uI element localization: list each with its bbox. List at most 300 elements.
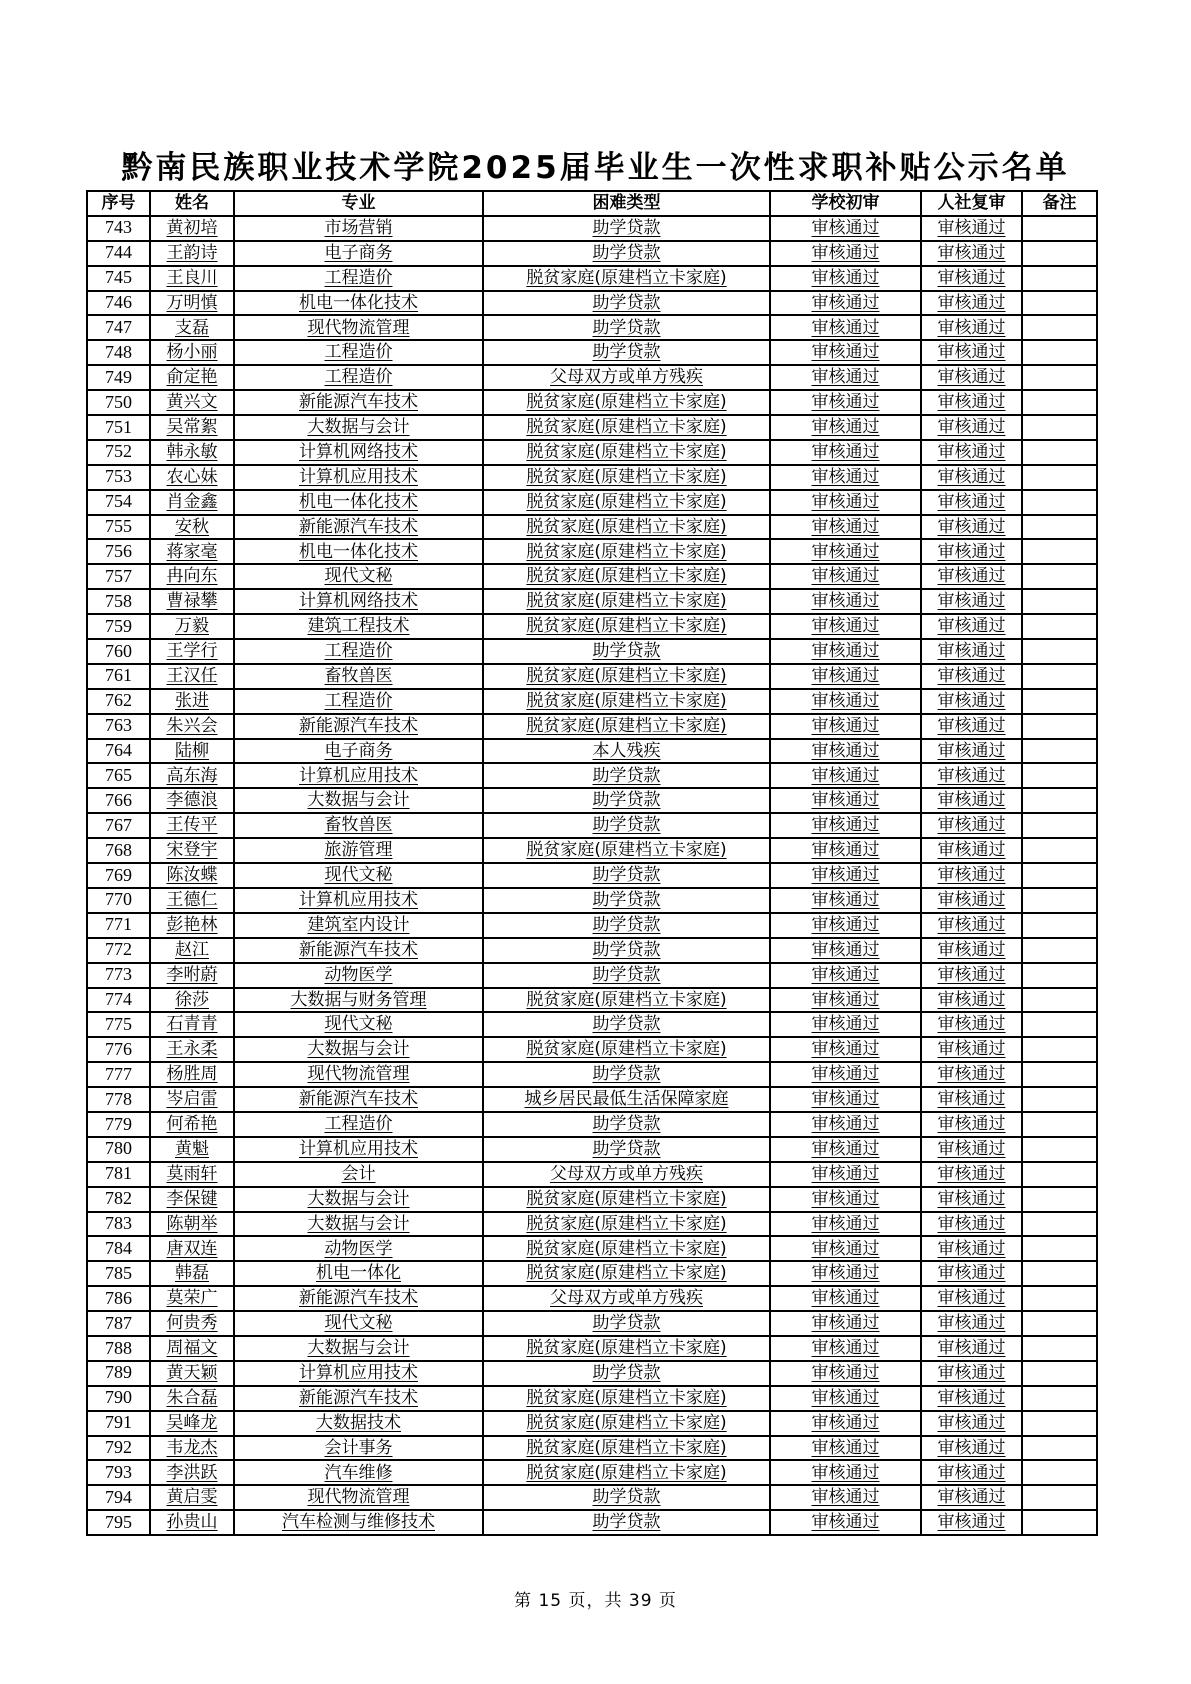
- cell-remark: [1022, 714, 1097, 739]
- cell-name: 万明慎: [150, 291, 234, 316]
- cell-remark: [1022, 1087, 1097, 1112]
- cell-major: 工程造价: [234, 639, 483, 664]
- cell-hr-review: 审核通过: [921, 988, 1022, 1013]
- cell-name: 莫荣广: [150, 1286, 234, 1311]
- cell-index: 764: [87, 739, 150, 764]
- cell-major: 新能源汽车技术: [234, 1286, 483, 1311]
- cell-hr-review: 审核通过: [921, 490, 1022, 515]
- table-row: [87, 1236, 1097, 1261]
- cell-hr-review: 审核通过: [921, 415, 1022, 440]
- cell-major: 机电一体化技术: [234, 539, 483, 564]
- cell-hr-review: 审核通过: [921, 1261, 1022, 1286]
- cell-name: 陆柳: [150, 739, 234, 764]
- table-row: [87, 241, 1097, 266]
- cell-school-review: 审核通过: [770, 1062, 921, 1087]
- cell-index: 786: [87, 1286, 150, 1311]
- cell-major: 汽车检测与维修技术: [234, 1510, 483, 1535]
- cell-difficulty-type: 助学贷款: [483, 216, 770, 241]
- cell-name: 安秋: [150, 515, 234, 540]
- cell-name: 冉向东: [150, 564, 234, 589]
- cell-index: 766: [87, 788, 150, 813]
- cell-name: 王韵诗: [150, 241, 234, 266]
- cell-name: 李咐蔚: [150, 963, 234, 988]
- cell-index: 776: [87, 1037, 150, 1062]
- cell-hr-review: 审核通过: [921, 241, 1022, 266]
- cell-hr-review: 审核通过: [921, 1510, 1022, 1535]
- cell-name: 支磊: [150, 315, 234, 340]
- cell-hr-review: 审核通过: [921, 639, 1022, 664]
- cell-index: 748: [87, 340, 150, 365]
- cell-difficulty-type: 本人残疾: [483, 739, 770, 764]
- table-row: [87, 315, 1097, 340]
- cell-hr-review: 审核通过: [921, 266, 1022, 291]
- cell-index: 759: [87, 614, 150, 639]
- table-row: [87, 988, 1097, 1013]
- cell-remark: [1022, 564, 1097, 589]
- cell-name: 李德浪: [150, 788, 234, 813]
- table-row: [87, 1162, 1097, 1187]
- cell-index: 767: [87, 813, 150, 838]
- cell-school-review: 审核通过: [770, 1510, 921, 1535]
- cell-major: 工程造价: [234, 689, 483, 714]
- header-school-review: 学校初审: [770, 191, 921, 216]
- cell-hr-review: 审核通过: [921, 1212, 1022, 1237]
- cell-name: 黄天颖: [150, 1361, 234, 1386]
- table-row: [87, 291, 1097, 316]
- cell-school-review: 审核通过: [770, 813, 921, 838]
- cell-name: 杨小丽: [150, 340, 234, 365]
- cell-major: 工程造价: [234, 340, 483, 365]
- cell-school-review: 审核通过: [770, 1112, 921, 1137]
- cell-major: 电子商务: [234, 739, 483, 764]
- cell-major: 计算机网络技术: [234, 589, 483, 614]
- cell-name: 彭艳林: [150, 913, 234, 938]
- table-row: [87, 689, 1097, 714]
- cell-major: 畜牧兽医: [234, 813, 483, 838]
- cell-difficulty-type: 脱贫家庭(原建档立卡家庭): [483, 1236, 770, 1261]
- cell-difficulty-type: 助学贷款: [483, 788, 770, 813]
- header-hr-review: 人社复审: [921, 191, 1022, 216]
- cell-school-review: 审核通过: [770, 1386, 921, 1411]
- cell-major: 机电一体化技术: [234, 291, 483, 316]
- cell-name: 何希艳: [150, 1112, 234, 1137]
- cell-major: 动物医学: [234, 1236, 483, 1261]
- cell-remark: [1022, 1361, 1097, 1386]
- cell-major: 汽车维修: [234, 1460, 483, 1485]
- cell-school-review: 审核通过: [770, 1261, 921, 1286]
- cell-difficulty-type: 助学贷款: [483, 315, 770, 340]
- cell-school-review: 审核通过: [770, 664, 921, 689]
- cell-major: 计算机应用技术: [234, 1137, 483, 1162]
- cell-school-review: 审核通过: [770, 1436, 921, 1461]
- cell-school-review: 审核通过: [770, 938, 921, 963]
- cell-school-review: 审核通过: [770, 315, 921, 340]
- cell-school-review: 审核通过: [770, 266, 921, 291]
- cell-hr-review: 审核通过: [921, 1012, 1022, 1037]
- cell-name: 吴峰龙: [150, 1411, 234, 1436]
- table-body: [87, 216, 1097, 1535]
- cell-school-review: 审核通过: [770, 390, 921, 415]
- cell-remark: [1022, 1386, 1097, 1411]
- cell-index: 771: [87, 913, 150, 938]
- cell-hr-review: 审核通过: [921, 614, 1022, 639]
- cell-school-review: 审核通过: [770, 216, 921, 241]
- table-row: [87, 490, 1097, 515]
- cell-remark: [1022, 266, 1097, 291]
- cell-name: 徐莎: [150, 988, 234, 1013]
- cell-major: 新能源汽车技术: [234, 515, 483, 540]
- cell-difficulty-type: 脱贫家庭(原建档立卡家庭): [483, 1460, 770, 1485]
- table-row: [87, 415, 1097, 440]
- cell-school-review: 审核通过: [770, 1286, 921, 1311]
- cell-difficulty-type: 助学贷款: [483, 1012, 770, 1037]
- cell-name: 曹禄攀: [150, 589, 234, 614]
- cell-index: 765: [87, 763, 150, 788]
- cell-hr-review: 审核通过: [921, 216, 1022, 241]
- cell-difficulty-type: 助学贷款: [483, 963, 770, 988]
- cell-school-review: 审核通过: [770, 739, 921, 764]
- cell-remark: [1022, 689, 1097, 714]
- cell-index: 788: [87, 1336, 150, 1361]
- cell-remark: [1022, 963, 1097, 988]
- cell-difficulty-type: 助学贷款: [483, 1062, 770, 1087]
- cell-hr-review: 审核通过: [921, 539, 1022, 564]
- cell-hr-review: 审核通过: [921, 1336, 1022, 1361]
- cell-hr-review: 审核通过: [921, 689, 1022, 714]
- cell-name: 韦龙杰: [150, 1436, 234, 1461]
- cell-school-review: 审核通过: [770, 1162, 921, 1187]
- cell-index: 755: [87, 515, 150, 540]
- table-row: [87, 863, 1097, 888]
- cell-name: 李保键: [150, 1187, 234, 1212]
- cell-major: 大数据与会计: [234, 1212, 483, 1237]
- cell-name: 朱合磊: [150, 1386, 234, 1411]
- cell-name: 岑启雷: [150, 1087, 234, 1112]
- cell-remark: [1022, 1411, 1097, 1436]
- cell-remark: [1022, 415, 1097, 440]
- page-title: 黔南民族职业技术学院2025届毕业生一次性求职补贴公示名单: [121, 150, 1070, 186]
- cell-index: 757: [87, 564, 150, 589]
- cell-hr-review: 审核通过: [921, 589, 1022, 614]
- cell-index: 778: [87, 1087, 150, 1112]
- cell-hr-review: 审核通过: [921, 1485, 1022, 1510]
- table-row: [87, 1012, 1097, 1037]
- table-row: [87, 1087, 1097, 1112]
- cell-school-review: 审核通过: [770, 1187, 921, 1212]
- table-row: [87, 788, 1097, 813]
- cell-school-review: 审核通过: [770, 465, 921, 490]
- table-header-row: [87, 191, 1097, 216]
- cell-index: 794: [87, 1485, 150, 1510]
- table-row: [87, 1261, 1097, 1286]
- cell-difficulty-type: 助学贷款: [483, 813, 770, 838]
- cell-name: 杨胜周: [150, 1062, 234, 1087]
- cell-name: 莫雨轩: [150, 1162, 234, 1187]
- cell-school-review: 审核通过: [770, 490, 921, 515]
- cell-name: 王德仁: [150, 888, 234, 913]
- cell-remark: [1022, 788, 1097, 813]
- cell-remark: [1022, 1485, 1097, 1510]
- table-row: [87, 639, 1097, 664]
- cell-major: 工程造价: [234, 365, 483, 390]
- cell-index: 749: [87, 365, 150, 390]
- cell-major: 新能源汽车技术: [234, 1386, 483, 1411]
- table-row: [87, 1311, 1097, 1336]
- cell-remark: [1022, 589, 1097, 614]
- cell-major: 现代物流管理: [234, 1062, 483, 1087]
- cell-hr-review: 审核通过: [921, 664, 1022, 689]
- cell-index: 747: [87, 315, 150, 340]
- cell-name: 黄初培: [150, 216, 234, 241]
- cell-school-review: 审核通过: [770, 1361, 921, 1386]
- cell-index: 782: [87, 1187, 150, 1212]
- cell-difficulty-type: 脱贫家庭(原建档立卡家庭): [483, 539, 770, 564]
- cell-hr-review: 审核通过: [921, 714, 1022, 739]
- cell-difficulty-type: 脱贫家庭(原建档立卡家庭): [483, 988, 770, 1013]
- cell-name: 黄兴文: [150, 390, 234, 415]
- cell-hr-review: 审核通过: [921, 390, 1022, 415]
- table-row: [87, 465, 1097, 490]
- cell-school-review: 审核通过: [770, 1485, 921, 1510]
- cell-hr-review: 审核通过: [921, 1386, 1022, 1411]
- cell-school-review: 审核通过: [770, 340, 921, 365]
- cell-difficulty-type: 助学贷款: [483, 1137, 770, 1162]
- cell-index: 787: [87, 1311, 150, 1336]
- cell-remark: [1022, 1460, 1097, 1485]
- cell-hr-review: 审核通过: [921, 739, 1022, 764]
- cell-difficulty-type: 脱贫家庭(原建档立卡家庭): [483, 689, 770, 714]
- header-index: 序号: [87, 191, 150, 216]
- cell-remark: [1022, 1236, 1097, 1261]
- cell-name: 俞定艳: [150, 365, 234, 390]
- cell-major: 旅游管理: [234, 838, 483, 863]
- cell-hr-review: 审核通过: [921, 1037, 1022, 1062]
- cell-difficulty-type: 脱贫家庭(原建档立卡家庭): [483, 266, 770, 291]
- table-row: [87, 1436, 1097, 1461]
- table-row: [87, 888, 1097, 913]
- cell-major: 市场营销: [234, 216, 483, 241]
- cell-difficulty-type: 脱贫家庭(原建档立卡家庭): [483, 1386, 770, 1411]
- cell-index: 761: [87, 664, 150, 689]
- cell-school-review: 审核通过: [770, 539, 921, 564]
- cell-name: 高东海: [150, 763, 234, 788]
- table-row: [87, 1460, 1097, 1485]
- cell-hr-review: 审核通过: [921, 1062, 1022, 1087]
- cell-school-review: 审核通过: [770, 1037, 921, 1062]
- cell-school-review: 审核通过: [770, 564, 921, 589]
- cell-difficulty-type: 脱贫家庭(原建档立卡家庭): [483, 490, 770, 515]
- cell-school-review: 审核通过: [770, 639, 921, 664]
- cell-remark: [1022, 888, 1097, 913]
- cell-remark: [1022, 465, 1097, 490]
- cell-hr-review: 审核通过: [921, 888, 1022, 913]
- cell-name: 张进: [150, 689, 234, 714]
- cell-hr-review: 审核通过: [921, 1087, 1022, 1112]
- graduate-subsidy-table: [86, 190, 1098, 1536]
- cell-index: 752: [87, 440, 150, 465]
- cell-index: 791: [87, 1411, 150, 1436]
- cell-name: 陈汝蝶: [150, 863, 234, 888]
- cell-hr-review: 审核通过: [921, 564, 1022, 589]
- cell-hr-review: 审核通过: [921, 1162, 1022, 1187]
- cell-school-review: 审核通过: [770, 589, 921, 614]
- cell-name: 农心妹: [150, 465, 234, 490]
- cell-school-review: 审核通过: [770, 1137, 921, 1162]
- cell-difficulty-type: 助学贷款: [483, 1112, 770, 1137]
- cell-remark: [1022, 1336, 1097, 1361]
- cell-school-review: 审核通过: [770, 788, 921, 813]
- cell-school-review: 审核通过: [770, 241, 921, 266]
- table-row: [87, 813, 1097, 838]
- cell-index: 756: [87, 539, 150, 564]
- cell-school-review: 审核通过: [770, 614, 921, 639]
- cell-name: 周福文: [150, 1336, 234, 1361]
- cell-difficulty-type: 助学贷款: [483, 1485, 770, 1510]
- cell-major: 建筑工程技术: [234, 614, 483, 639]
- cell-index: 751: [87, 415, 150, 440]
- cell-remark: [1022, 490, 1097, 515]
- cell-difficulty-type: 助学贷款: [483, 1510, 770, 1535]
- table-row: [87, 390, 1097, 415]
- cell-remark: [1022, 390, 1097, 415]
- cell-name: 万毅: [150, 614, 234, 639]
- cell-remark: [1022, 1187, 1097, 1212]
- cell-index: 785: [87, 1261, 150, 1286]
- cell-difficulty-type: 助学贷款: [483, 340, 770, 365]
- cell-index: 773: [87, 963, 150, 988]
- cell-difficulty-type: 脱贫家庭(原建档立卡家庭): [483, 664, 770, 689]
- cell-school-review: 审核通过: [770, 1411, 921, 1436]
- table-row: [87, 1510, 1097, 1535]
- cell-difficulty-type: 脱贫家庭(原建档立卡家庭): [483, 714, 770, 739]
- cell-school-review: 审核通过: [770, 1460, 921, 1485]
- table-row: [87, 515, 1097, 540]
- cell-index: 763: [87, 714, 150, 739]
- cell-index: 779: [87, 1112, 150, 1137]
- cell-name: 韩磊: [150, 1261, 234, 1286]
- cell-major: 会计事务: [234, 1436, 483, 1461]
- cell-name: 王学行: [150, 639, 234, 664]
- cell-school-review: 审核通过: [770, 1236, 921, 1261]
- cell-major: 大数据与会计: [234, 415, 483, 440]
- cell-index: 777: [87, 1062, 150, 1087]
- cell-school-review: 审核通过: [770, 714, 921, 739]
- cell-school-review: 审核通过: [770, 988, 921, 1013]
- cell-index: 745: [87, 266, 150, 291]
- table-row: [87, 763, 1097, 788]
- cell-hr-review: 审核通过: [921, 1361, 1022, 1386]
- table-row: [87, 1336, 1097, 1361]
- cell-difficulty-type: 助学贷款: [483, 913, 770, 938]
- cell-index: 792: [87, 1436, 150, 1461]
- table-row: [87, 614, 1097, 639]
- cell-index: 753: [87, 465, 150, 490]
- cell-major: 现代物流管理: [234, 1485, 483, 1510]
- cell-hr-review: 审核通过: [921, 813, 1022, 838]
- cell-major: 现代文秘: [234, 863, 483, 888]
- cell-hr-review: 审核通过: [921, 763, 1022, 788]
- cell-hr-review: 审核通过: [921, 938, 1022, 963]
- cell-major: 新能源汽车技术: [234, 938, 483, 963]
- cell-name: 王永柔: [150, 1037, 234, 1062]
- table-row: [87, 1361, 1097, 1386]
- cell-hr-review: 审核通过: [921, 365, 1022, 390]
- cell-index: 783: [87, 1212, 150, 1237]
- cell-hr-review: 审核通过: [921, 1112, 1022, 1137]
- page-number-footer: 第 15 页，共 39 页: [514, 1591, 677, 1611]
- cell-school-review: 审核通过: [770, 1212, 921, 1237]
- header-difficulty-type: 困难类型: [483, 191, 770, 216]
- cell-remark: [1022, 515, 1097, 540]
- cell-index: 774: [87, 988, 150, 1013]
- cell-difficulty-type: 脱贫家庭(原建档立卡家庭): [483, 465, 770, 490]
- cell-index: 769: [87, 863, 150, 888]
- cell-name: 肖金鑫: [150, 490, 234, 515]
- cell-hr-review: 审核通过: [921, 315, 1022, 340]
- cell-remark: [1022, 1012, 1097, 1037]
- cell-index: 768: [87, 838, 150, 863]
- cell-index: 758: [87, 589, 150, 614]
- cell-name: 宋登宇: [150, 838, 234, 863]
- table-row: [87, 739, 1097, 764]
- cell-name: 孙贵山: [150, 1510, 234, 1535]
- cell-difficulty-type: 助学贷款: [483, 241, 770, 266]
- cell-remark: [1022, 938, 1097, 963]
- cell-index: 789: [87, 1361, 150, 1386]
- cell-index: 790: [87, 1386, 150, 1411]
- cell-name: 石青青: [150, 1012, 234, 1037]
- cell-major: 会计: [234, 1162, 483, 1187]
- cell-remark: [1022, 1062, 1097, 1087]
- cell-major: 计算机应用技术: [234, 1361, 483, 1386]
- cell-index: 746: [87, 291, 150, 316]
- cell-remark: [1022, 216, 1097, 241]
- cell-major: 大数据与会计: [234, 1187, 483, 1212]
- table-row: [87, 1112, 1097, 1137]
- cell-school-review: 审核通过: [770, 913, 921, 938]
- cell-difficulty-type: 脱贫家庭(原建档立卡家庭): [483, 390, 770, 415]
- cell-major: 建筑室内设计: [234, 913, 483, 938]
- cell-difficulty-type: 父母双方或单方残疾: [483, 1286, 770, 1311]
- cell-hr-review: 审核通过: [921, 838, 1022, 863]
- cell-hr-review: 审核通过: [921, 1187, 1022, 1212]
- cell-hr-review: 审核通过: [921, 913, 1022, 938]
- cell-hr-review: 审核通过: [921, 515, 1022, 540]
- cell-hr-review: 审核通过: [921, 1436, 1022, 1461]
- cell-school-review: 审核通过: [770, 365, 921, 390]
- cell-remark: [1022, 1436, 1097, 1461]
- cell-major: 大数据技术: [234, 1411, 483, 1436]
- table-row: [87, 1485, 1097, 1510]
- cell-hr-review: 审核通过: [921, 440, 1022, 465]
- table-row: [87, 1286, 1097, 1311]
- table-row: [87, 564, 1097, 589]
- cell-school-review: 审核通过: [770, 1012, 921, 1037]
- cell-remark: [1022, 1510, 1097, 1535]
- cell-remark: [1022, 664, 1097, 689]
- cell-difficulty-type: 脱贫家庭(原建档立卡家庭): [483, 1261, 770, 1286]
- cell-name: 黄启雯: [150, 1485, 234, 1510]
- cell-difficulty-type: 脱贫家庭(原建档立卡家庭): [483, 1411, 770, 1436]
- header-remark: 备注: [1022, 191, 1097, 216]
- cell-remark: [1022, 1311, 1097, 1336]
- table-row: [87, 1062, 1097, 1087]
- table-row: [87, 938, 1097, 963]
- cell-remark: [1022, 315, 1097, 340]
- cell-school-review: 审核通过: [770, 515, 921, 540]
- cell-hr-review: 审核通过: [921, 788, 1022, 813]
- cell-index: 775: [87, 1012, 150, 1037]
